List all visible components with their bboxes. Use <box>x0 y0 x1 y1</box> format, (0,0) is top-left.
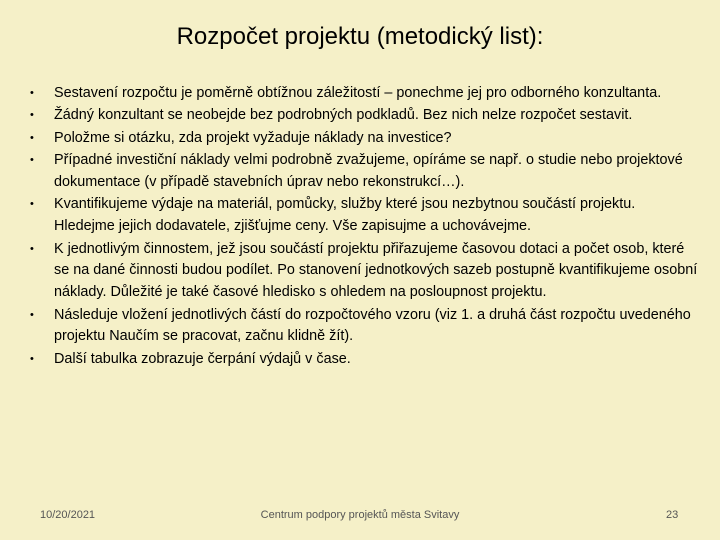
bullet-item <box>30 349 698 371</box>
bullet-item <box>30 194 698 238</box>
bullet-text: Další tabulka zobrazuje čerpání výdajů v čase. <box>54 350 351 367</box>
bullet-text: Žádný konzultant se neobejde bez podrobných podkladů. Bez nich nelze rozpočet sestavit. <box>54 107 633 124</box>
bullet-dot: • <box>30 352 34 365</box>
bullet-text: K jednotlivým činnostem, jež jsou součástí projektu přiřazujeme časovou dotaci a počet osob, které se na dané činnosti budou podílet. Po stanovení jednotkových sazeb postupně kvantifikujeme osobní náklady. Důležité je také časové hledisko s ohledem na posloupnost projektu. <box>54 240 698 301</box>
bullet-dot: • <box>30 131 34 144</box>
bullet-item <box>30 105 698 127</box>
bullet-item <box>30 150 698 194</box>
bullet-item <box>30 128 698 150</box>
bullet-text: Položme si otázku, zda projekt vyžaduje náklady na investice? <box>54 129 452 146</box>
bullet-dot: • <box>30 109 34 122</box>
bullet-dot: • <box>30 154 34 167</box>
bullet-text: Následuje vložení jednotlivých částí do rozpočtového vzoru (viz 1. a druhá část rozpočtu uvedeného projektu Naučím se pracovat, začnu klidně žít). <box>54 306 691 345</box>
bullet-dot: • <box>30 87 34 99</box>
bullet-dot: • <box>30 308 34 321</box>
bullet-text: Kvantifikujeme výdaje na materiál, pomůcky, služby které jsou nezbytnou součástí projektu. Hledejme jejich dodavatele, zjišťujme ceny. Vše zapisujme a uchovávejme. <box>54 196 636 235</box>
bullet-list <box>30 83 698 371</box>
page-number: 23 <box>666 509 679 521</box>
bullet-text: Sestavení rozpočtu je poměrně obtížnou záležitostí – ponechme jej pro odborného konzultanta. <box>54 85 662 101</box>
bullet-dot: • <box>30 242 34 255</box>
bullet-text: Případné investiční náklady velmi podrobně zvažujeme, opíráme se např. o studie nebo projektové dokumentace (v případě stavebních úprav nebo rekonstrukcí…). <box>54 152 683 190</box>
bullet-dot: • <box>30 198 34 211</box>
bullet-item <box>30 305 698 349</box>
bullet-item <box>30 83 698 105</box>
slide-title: Rozpočet projektu (metodický list): <box>176 23 544 50</box>
footer-organization: Centrum podpory projektů města Svitavy <box>260 509 460 521</box>
bullet-item <box>30 239 698 304</box>
footer-date: 10/20/2021 <box>40 509 96 521</box>
